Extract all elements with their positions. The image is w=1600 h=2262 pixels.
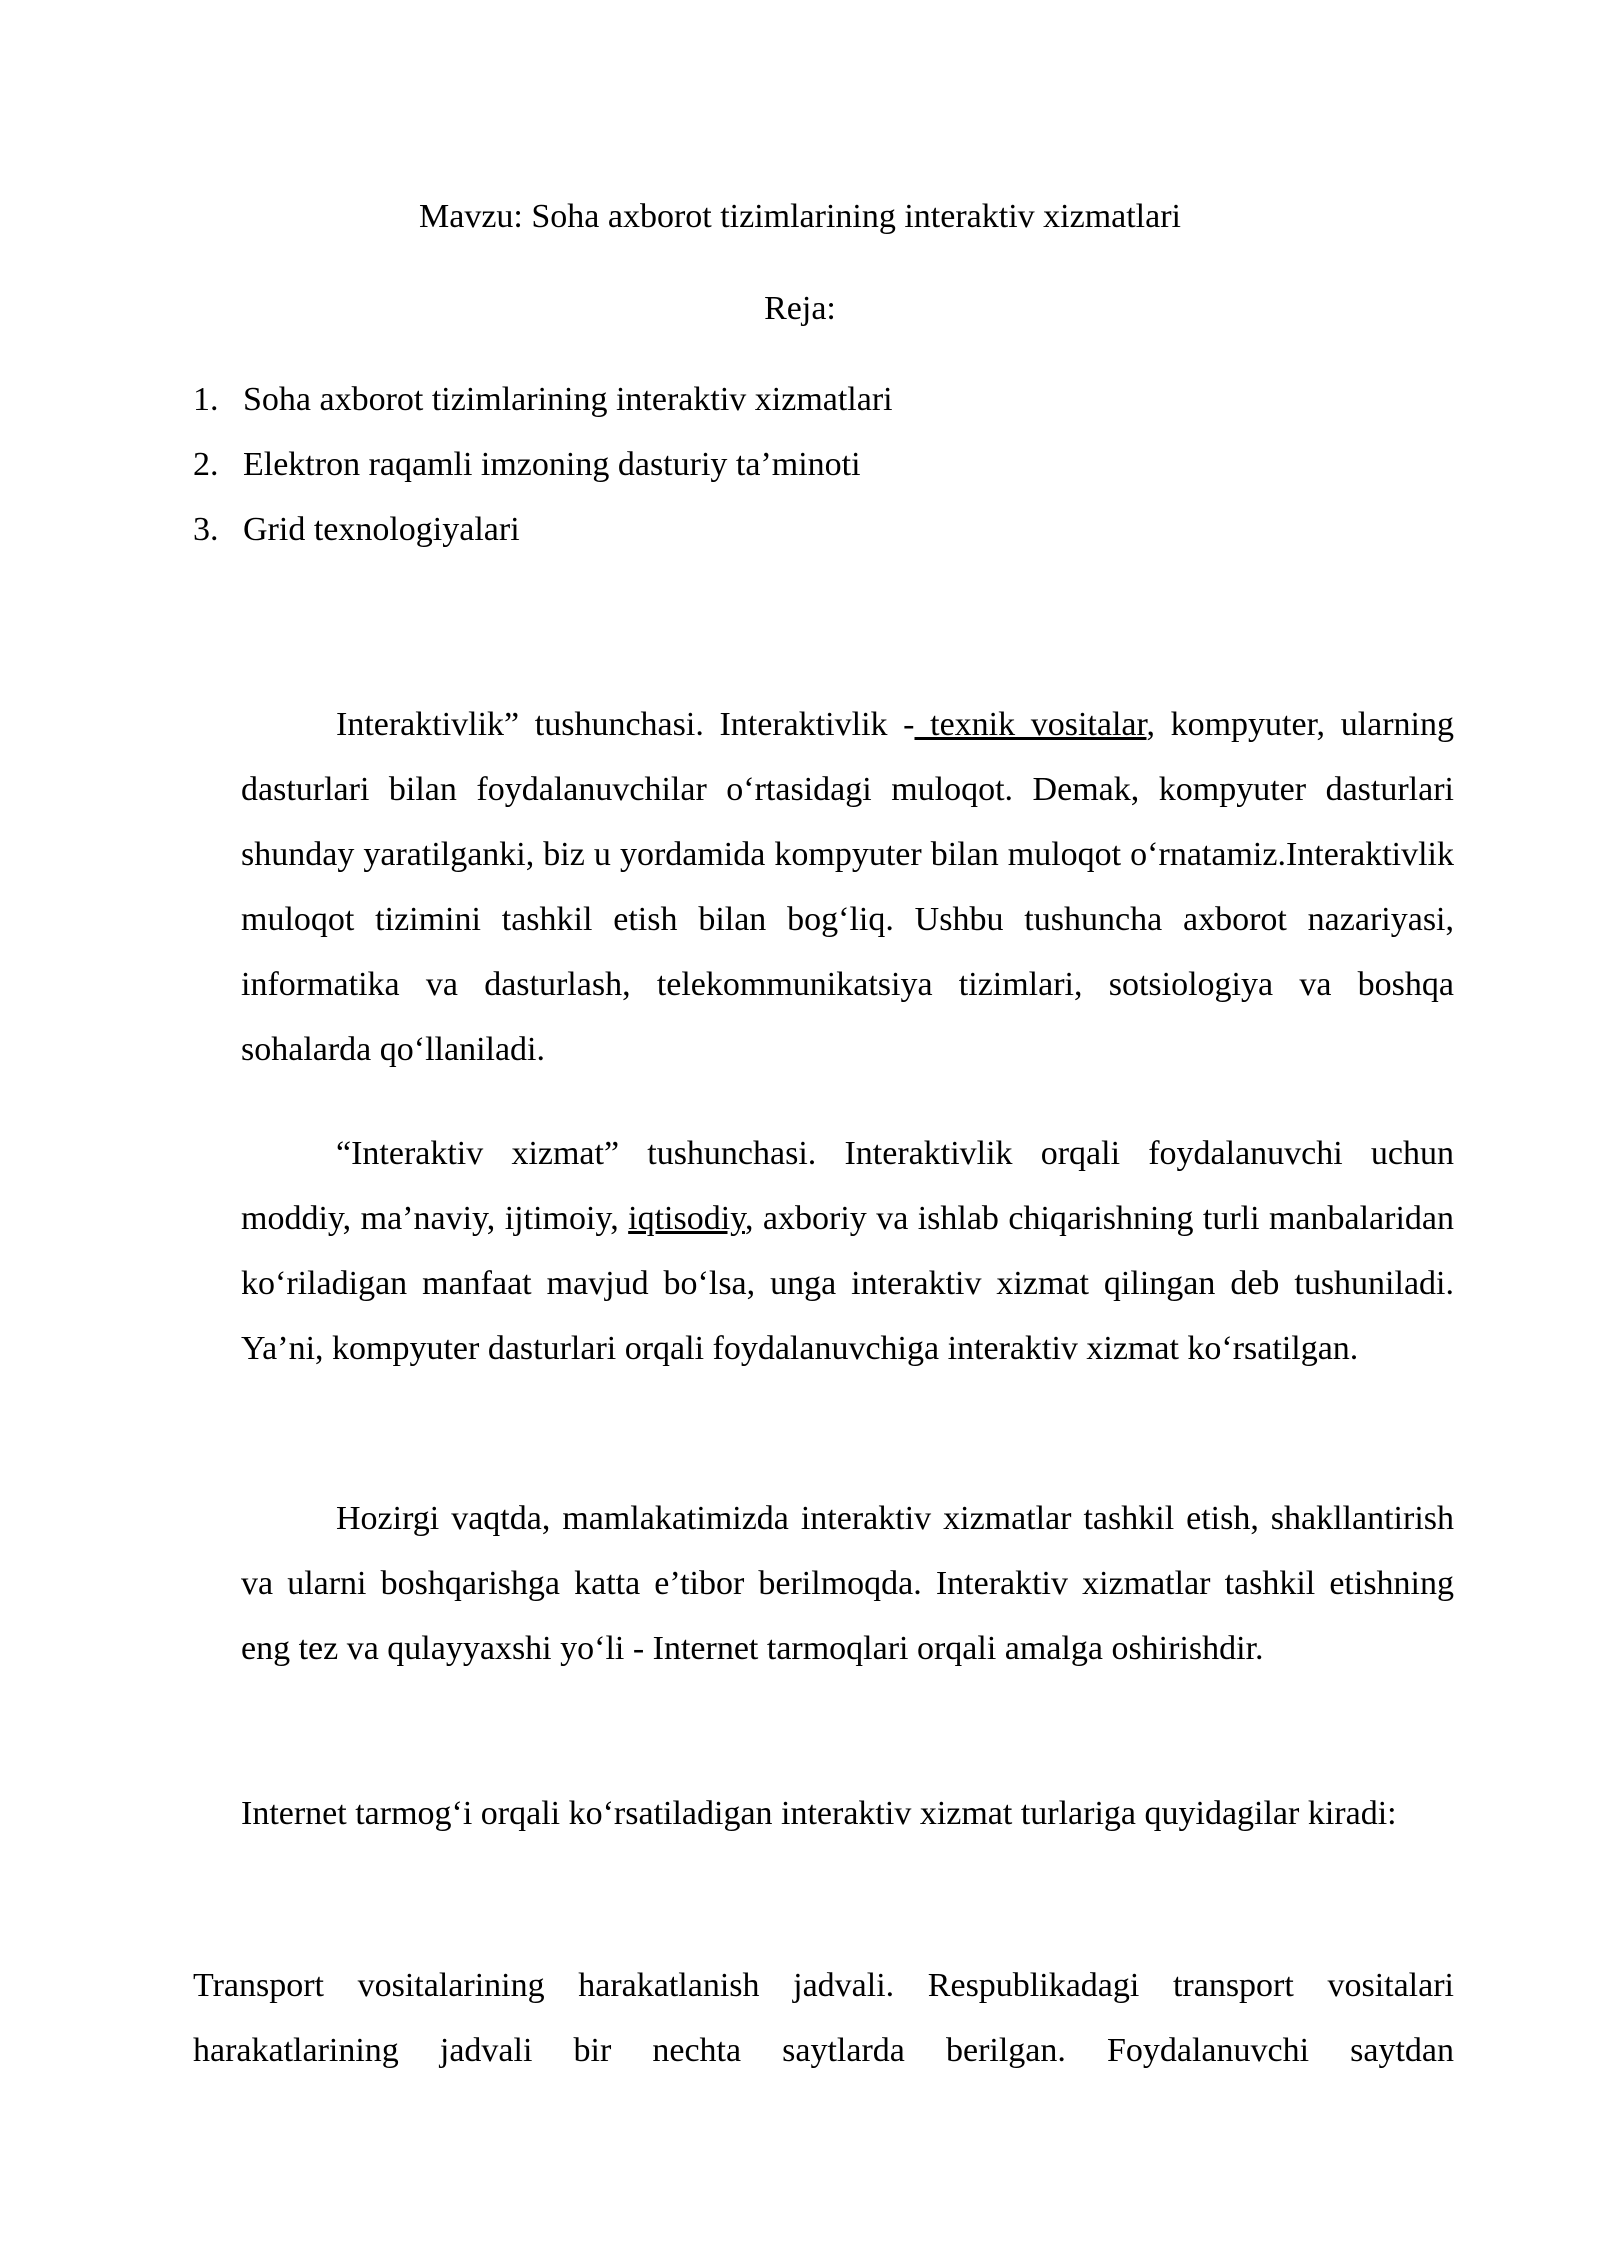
plan-item [193,376,1453,441]
plan-heading: Reja: [764,290,836,327]
paragraph-text: , axboriy va ishlab chiqarishning turli manbalaridan ko‘riladigan manfaat mavjud bo‘lsa, unga interaktiv xizmat qilingan deb tushuniladi. Ya’ni, kompyuter dasturlari orqali foydalanuvchiga interaktiv xizmat ko‘rsatilgan. [241,1200,1454,1367]
plan-item-number: 3. [193,511,219,548]
paragraph-text: Interaktivlik” tushunchasi. Interaktivlik - [336,706,915,743]
paragraph-service-types: Internet tarmog‘i orqali ko‘rsatiladigan interaktiv xizmat turlariga quyidagilar kiradi: [241,1795,1397,1832]
paragraph-interactivity [241,692,1454,1082]
paragraph-current-state: Hozirgi vaqtda, mamlakatimizda interaktiv xizmatlar tashkil etish, shakllantirish va ularni boshqarishga katta e’tibor berilmoqda. Interaktiv xizmatlar tashkil etishning eng tez va qulayyaxshi yo‘li - Internet tarmoqlari orqali amalga oshirishdir. [241,1500,1454,1667]
paragraph-text: , kompyuter, ularning dasturlari bilan foydalanuvchilar o‘rtasidagi muloqot. Demak, kompyuter dasturlari shunday yaratilganki, biz u yordamida kompyuter bilan muloqot o‘rnatamiz.Interaktivlik muloqot tizimini tashkil etish bilan bog‘liq. Ushbu tushuncha axborot nazariyasi, informatika va dasturlash, telekommunikatsiya tizimlari, sotsiologiya va boshqa sohalarda qo‘llaniladi. [241,706,1454,1068]
texnik-vositalar-link[interactable]: texnik vositalar [914,706,1147,743]
paragraph-interactive-service [241,1121,1454,1381]
plan-item-text: Soha axborot tizimlarining interaktiv xizmatlari [243,381,893,418]
plan-list [193,376,1453,571]
document-title: Mavzu: Soha axborot tizimlarining interaktiv xizmatlari [419,198,1181,235]
paragraph-transport-schedule: Transport vositalarining harakatlanish jadvali. Respublikadagi transport vositalari harakatlarining jadvali bir nechta saytlarda berilgan. Foydalanuvchi saytdan [193,1967,1454,2069]
paragraph-text: “Interaktiv xizmat” tushunchasi. Interaktivlik orqali foydalanuvchi uchun moddiy, ma’naviy, ijtimoiy, [241,1135,1454,1237]
plan-item-text: Elektron raqamli imzoning dasturiy ta’minoti [243,446,861,483]
plan-item [193,441,1453,506]
plan-item-number: 2. [193,446,219,483]
plan-item [193,506,1453,571]
plan-item-number: 1. [193,381,219,418]
plan-item-text: Grid texnologiyalari [243,511,520,548]
iqtisodiy-link[interactable]: iqtisodiy [628,1200,745,1237]
